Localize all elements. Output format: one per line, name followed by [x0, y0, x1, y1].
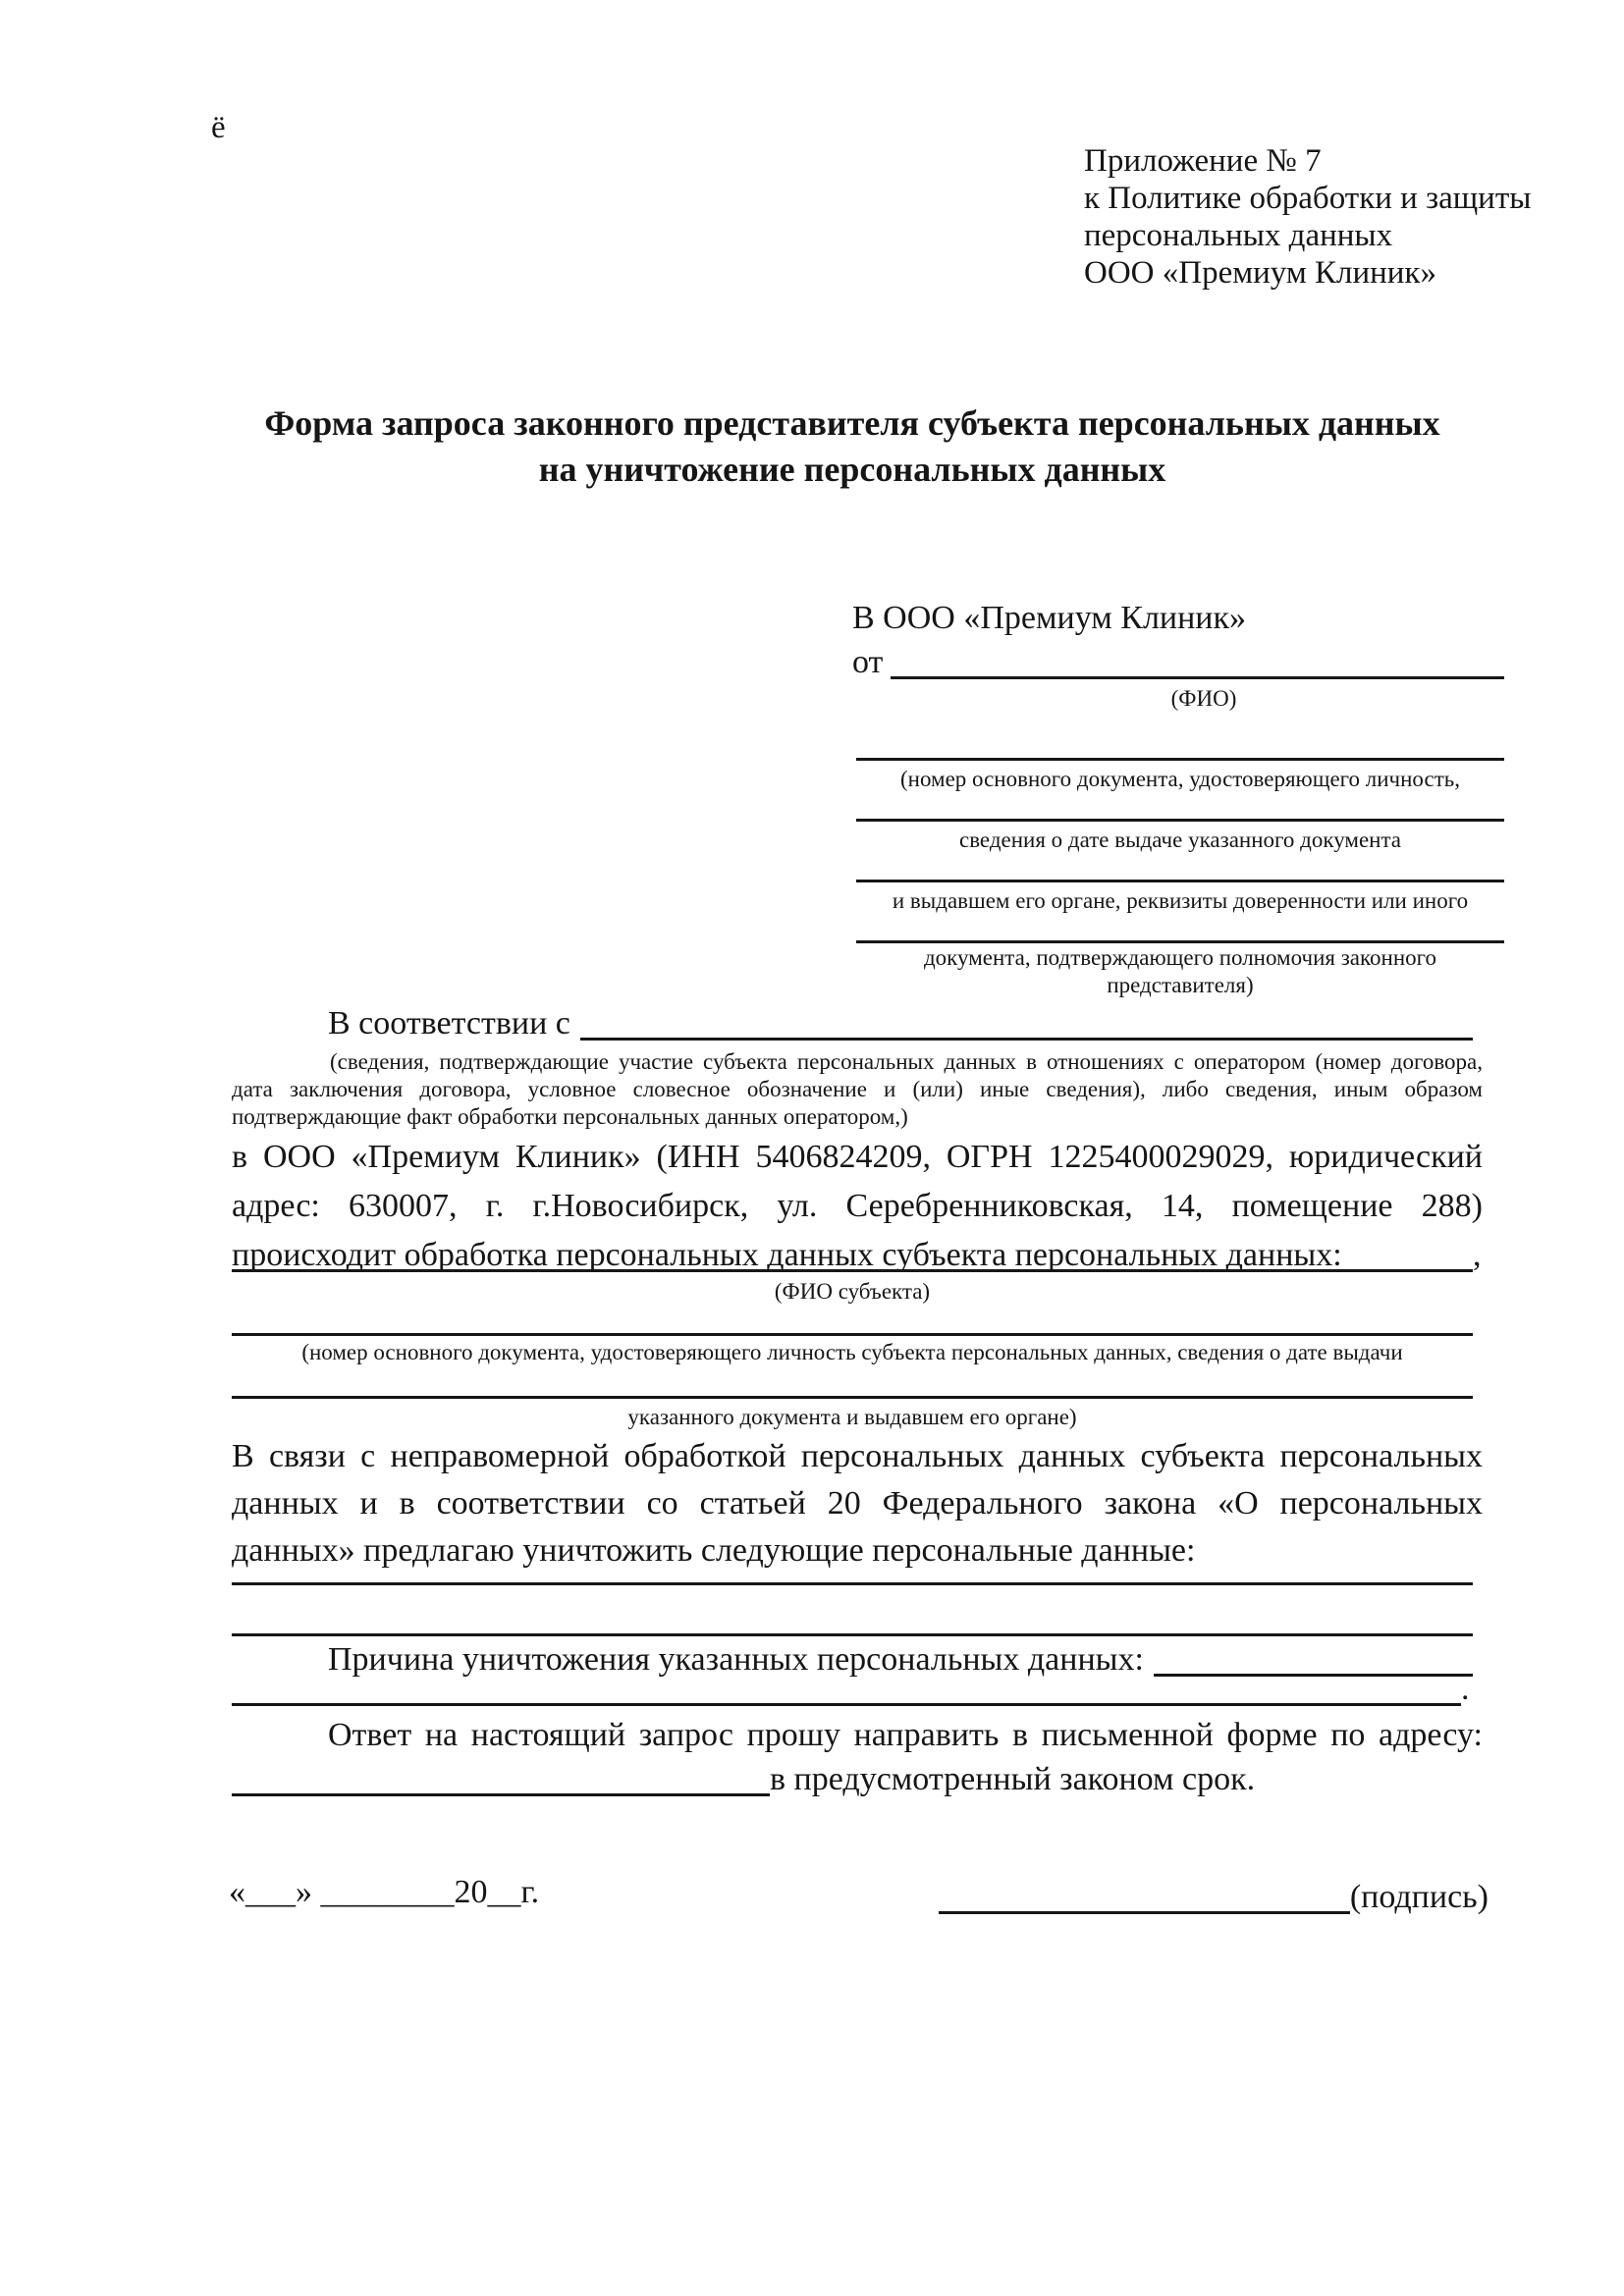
- subject-fio-blank: [232, 1269, 1473, 1272]
- subject-fio-row: [232, 1237, 1487, 1272]
- signature-row: [939, 1873, 1489, 1914]
- document-title-line1: Форма запроса законного представителя субъекта персональных данных: [264, 403, 1440, 443]
- request-paragraph: В связи с неправомерной обработкой персональных данных субъекта персональных данных и в соответствии со статьей 20 Федерального закона «О персональных данных» предлагаю уничтожить следующие персональные данные:: [232, 1438, 1483, 1569]
- from-label: от: [852, 644, 884, 680]
- reply-address-row: [232, 1757, 1483, 1796]
- contract-details-blank: [580, 1038, 1473, 1041]
- signature-caption: (подпись): [1349, 1879, 1489, 1915]
- operator-paragraph: в ООО «Премиум Клиник» (ИНН 5406824209, ОГРН 1225400029029, юридический адрес: 630007, г. г.Новосибирск, ул. Серебренниковская, 14, помещение 288) происходит обработка персональных данных субъекта персональных данных:: [232, 1139, 1483, 1273]
- authority-document-blank: [856, 905, 1504, 943]
- subject-fio-caption: (ФИО субъекта): [774, 1279, 931, 1304]
- subject-document-blank: [232, 1298, 1473, 1336]
- reason-blank-row2: [232, 1673, 1477, 1706]
- reason-label: Причина уничтожения указанных персональных данных:: [328, 1641, 1144, 1678]
- reason-blank2: [232, 1703, 1461, 1706]
- trailing-period: .: [1461, 1671, 1470, 1707]
- issue-date-caption: сведения о дате выдаче указанного документа: [958, 828, 1402, 852]
- appendix-line: персональных данных: [1084, 218, 1393, 253]
- data-to-destroy-blank1: [232, 1547, 1473, 1585]
- document-number-caption: (номер основного документа, удостоверяющего личность,: [899, 767, 1460, 791]
- reply-tail: в предусмотренный законом срок.: [770, 1761, 1256, 1797]
- stray-character: ё: [211, 110, 226, 145]
- subject-document-caption2: указанного документа и выдавшем его органе): [627, 1405, 1077, 1429]
- document-title: [232, 400, 1473, 493]
- signature-blank: [939, 1911, 1350, 1914]
- reason-row: [232, 1637, 1473, 1677]
- trailing-comma: ,: [1473, 1237, 1482, 1273]
- according-row: [232, 1003, 1473, 1041]
- issuing-authority-blank: [856, 844, 1504, 882]
- appendix-header: [1084, 142, 1531, 292]
- issuing-authority-caption: и выдавшем его органе, реквизиты доверенности или иного: [892, 888, 1469, 913]
- subject-document-caption: (номер основного документа, удостоверяющего личность субъекта персональных данных, сведения о дате выдачи: [301, 1340, 1403, 1364]
- document-title-line2: на уничтожение персональных данных: [538, 450, 1166, 489]
- according-caption: (сведения, подтверждающие участие субъекта персональных данных в отношениях с оператором (номер договора, дата заключения договора, условное словесное обозначение и (или) иные сведения), либо сведения, иным образом подтверждающие факт обработки персональных данных оператором,): [232, 1049, 1483, 1129]
- appendix-line: Приложение № 7: [1084, 143, 1322, 179]
- addressee-organization: В ООО «Премиум Клиник»: [852, 600, 1247, 636]
- reply-paragraph: Ответ на настоящий запрос прошу направить в письменной форме по адресу:: [328, 1717, 1483, 1753]
- according-label: В соответствии с: [328, 1005, 570, 1041]
- authority-document-caption: документа, подтверждающего полномочия законного представителя): [923, 945, 1436, 997]
- appendix-line: к Политике обработки и защиты: [1084, 181, 1532, 216]
- fio-caption: (ФИО): [1170, 686, 1237, 711]
- issue-date-blank: [856, 783, 1504, 822]
- subject-document-blank2: [232, 1361, 1473, 1399]
- appendix-line: ООО «Премиум Клиник»: [1084, 255, 1436, 291]
- from-row: [852, 640, 1504, 679]
- representative-name-blank: [891, 676, 1504, 679]
- data-to-destroy-blank2: [232, 1598, 1473, 1636]
- date-line: «___» ________20__г.: [229, 1874, 540, 1910]
- reply-address-blank: [232, 1793, 770, 1796]
- document-number-blank: [856, 722, 1504, 761]
